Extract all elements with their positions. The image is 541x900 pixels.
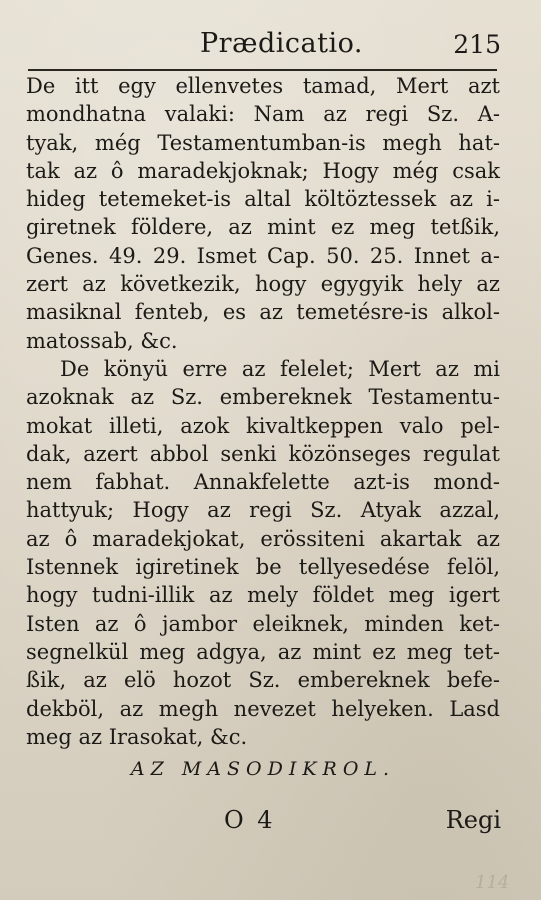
text-line: dekböl, az megh nevezet helyeken. Lasd — [26, 696, 500, 721]
page-number: 215 — [453, 30, 501, 59]
body-text — [26, 72, 500, 783]
page-footer — [26, 806, 501, 842]
text-line: De itt egy ellenvetes tamad, Mert azt — [26, 74, 500, 98]
catchword: Regi — [445, 806, 501, 834]
page-header — [30, 26, 501, 66]
text-line: segnelkül meg adgya, az mint ez meg tet- — [26, 639, 500, 664]
text-line: giretnek földere, az mint ez meg tetßik, — [26, 215, 500, 240]
paragraph-1 — [26, 72, 500, 355]
section-title: AZ MASODIKROL. — [130, 758, 396, 781]
text-line: Istennek igiretinek be tellyesedése felöl, — [26, 555, 500, 580]
text-line: nem fabhat. Annakfelette azt-is mond- — [26, 470, 500, 495]
text-line: De könyü erre az felelet; Mert az mi — [60, 356, 500, 381]
text-line: hideg tetemeket-is altal költöztessek az i- — [26, 187, 500, 212]
text-line: zert az következik, hogy egygyik hely az — [26, 272, 500, 297]
text-line: matossab, &c. — [26, 328, 178, 353]
signature-mark: O 4 — [224, 806, 276, 834]
text-line: mokat illeti, azok kivaltkeppen valo pel- — [26, 413, 500, 438]
text-line: tyak, még Testamentumban-is megh hat- — [26, 130, 500, 155]
text-line: ßik, az elö hozot Sz. embereknek befe- — [26, 668, 500, 693]
text-line: az ô maradekjokat, erössiteni akartak az — [26, 526, 500, 551]
text-line: Isten az ô jambor eleiknek, minden ket- — [26, 611, 500, 636]
text-line: tak az ô maradekjoknak; Hogy még csak — [26, 158, 500, 183]
text-line: masiknal fenteb, es az temetésre-is alkol- — [26, 300, 500, 325]
text-line: hattyuk; Hogy az regi Sz. Atyak azzal, — [26, 498, 500, 523]
text-line: meg az Irasokat, &c. — [26, 724, 248, 749]
text-line: Genes. 49. 29. Ismet Cap. 50. 25. Innet a- — [26, 243, 500, 268]
paragraph-2 — [26, 355, 500, 751]
text-line: azoknak az Sz. embereknek Testamentu- — [26, 385, 500, 410]
text-line: hogy tudni-illik az mely földet meg igert — [26, 583, 500, 608]
running-title: Prædicatio. — [200, 28, 363, 59]
margin-note: 114 — [475, 872, 510, 893]
text-line: mondhatna valaki: Nam az regi Sz. A- — [26, 102, 500, 127]
header-rule — [28, 69, 497, 71]
text-line: dak, azert abbol senki közönseges regulat — [26, 441, 500, 466]
